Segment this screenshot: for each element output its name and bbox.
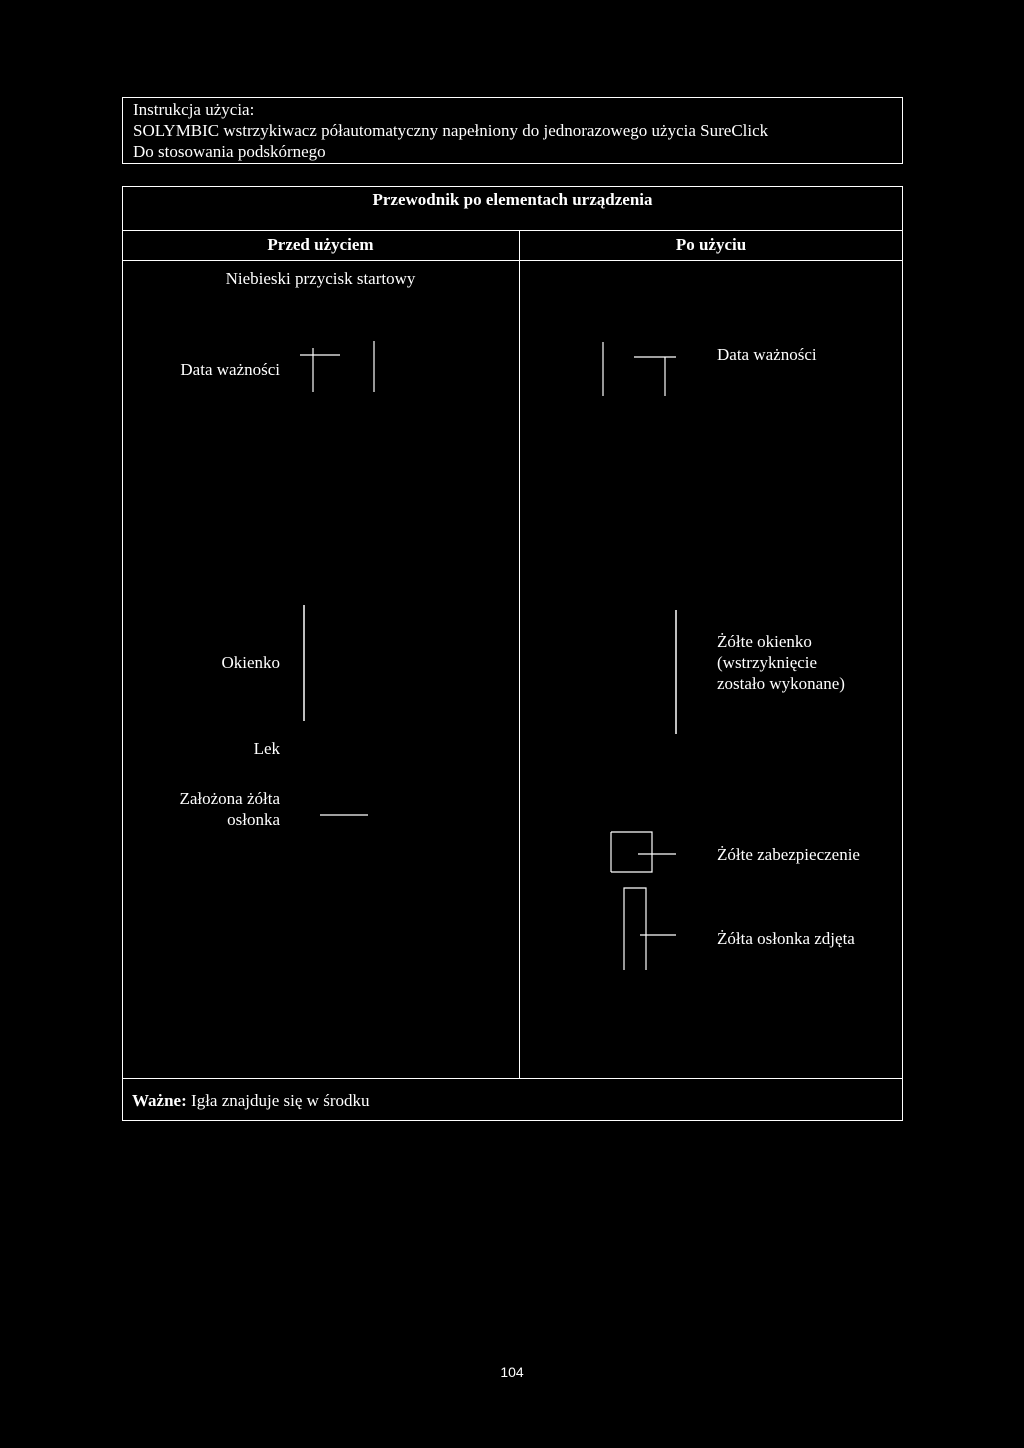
medicine-label: Lek (253, 739, 280, 758)
yellow-window-pointer-icon (672, 608, 682, 736)
column-divider (519, 230, 520, 1078)
yellow-safety-label: Żółte zabezpieczenie (717, 845, 860, 864)
title-divider (122, 230, 903, 231)
yellow-safety-pointer-icon (608, 828, 680, 876)
cap-on-label: Założona żółta osłonka (179, 789, 280, 829)
important-note (132, 1090, 369, 1111)
guide-title: Przewodnik po elementach urządzenia (372, 190, 653, 209)
product-name: SOLYMBIC wstrzykiwacz półautomatyczny napełniony do jednorazowego użycia SureClick (133, 121, 769, 140)
after-use-heading: Po użyciu (675, 235, 747, 254)
after-expiry-label: Data ważności (717, 345, 817, 364)
page-number: 104 (500, 1364, 524, 1380)
before-expiry-label: Data ważności (180, 360, 280, 379)
header-box (122, 97, 903, 164)
cap-off-pointer-icon (620, 884, 680, 974)
start-button-label: Niebieski przycisk startowy (225, 269, 416, 288)
header-title: Instrukcja użycia: (133, 100, 255, 119)
window-pointer-icon (300, 603, 310, 723)
cap-on-pointer-icon (318, 810, 378, 820)
before-expiry-pointer-icon (295, 338, 385, 398)
after-expiry-pointer-icon (598, 340, 678, 400)
administration-route: Do stosowania podskórnego (133, 142, 326, 161)
window-label: Okienko (221, 653, 280, 672)
yellow-window-label: Żółte okienko (wstrzyknięcie zostało wykonane) (717, 632, 845, 693)
heading-divider (122, 260, 903, 261)
cap-off-label: Żółta osłonka zdjęta (717, 929, 855, 948)
important-text: Igła znajduje się w środku (191, 1091, 370, 1110)
important-label: Ważne: (132, 1091, 187, 1110)
footer-divider (122, 1078, 903, 1079)
before-use-heading: Przed użyciem (267, 235, 374, 254)
